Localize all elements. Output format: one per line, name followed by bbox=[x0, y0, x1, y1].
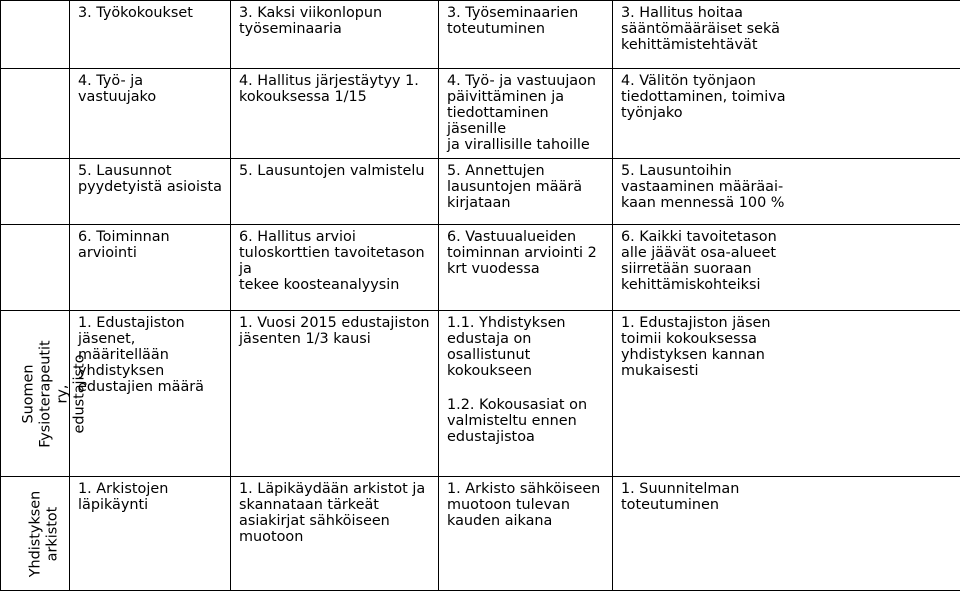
cell-text: 4. Työ- ja vastuujako bbox=[70, 69, 230, 105]
table-cell bbox=[613, 225, 960, 311]
table-row bbox=[1, 1, 960, 69]
cell-text: 1. Läpikäydään arkistot ja skannataan tärkeät asiakirjat sähköiseen muotoon bbox=[231, 477, 438, 545]
cell-text-part: 1.1. Yhdistyksen edustaja on osallistunut kokoukseen bbox=[447, 315, 566, 379]
table-cell bbox=[613, 69, 960, 159]
cell-text: 3. Työkokoukset bbox=[70, 1, 230, 21]
cell-text: 3. Kaksi viikonlopun työseminaaria bbox=[231, 1, 438, 37]
table-row bbox=[1, 311, 960, 477]
side-label: Suomen Fysioterapeutit ry, edustajisto bbox=[21, 340, 89, 447]
table-row bbox=[1, 225, 960, 311]
table-cell bbox=[70, 159, 231, 225]
table-cell bbox=[231, 1, 439, 69]
cell-text: 6. Hallitus arvioi tuloskorttien tavoitetason ja tekee koosteanalyysin bbox=[231, 225, 438, 293]
table-cell bbox=[231, 69, 439, 159]
table-cell bbox=[439, 225, 613, 311]
cell-text: 6. Kaikki tavoitetason alle jäävät osa-alueet siirretään suoraan kehittämiskohteiksi bbox=[613, 225, 960, 293]
table-row bbox=[1, 69, 960, 159]
table-cell bbox=[231, 477, 439, 591]
cell-text: 4. Hallitus järjestäytyy 1. kokouksessa 1/15 bbox=[231, 69, 438, 105]
cell-text: 4. Välitön työnjaon tiedottaminen, toimiva työnjako bbox=[613, 69, 960, 121]
cell-text: 1. Suunnitelman toteutuminen bbox=[613, 477, 960, 513]
table-row bbox=[1, 159, 960, 225]
cell-text: 6. Toiminnan arviointi bbox=[70, 225, 230, 261]
cell-text: 1. Edustajiston jäsen toimii kokouksessa yhdistyksen kannan mukaisesti bbox=[613, 311, 960, 379]
table-cell bbox=[231, 159, 439, 225]
cell-text bbox=[439, 311, 612, 445]
table-cell bbox=[70, 69, 231, 159]
table-cell bbox=[70, 225, 231, 311]
table-cell bbox=[613, 477, 960, 591]
table-cell bbox=[439, 311, 613, 477]
cell-text: 5. Annettujen lausuntojen määrä kirjataan bbox=[439, 159, 612, 211]
cell-text: 5. Lausuntoihin vastaaminen määräai- kaan mennessä 100 % bbox=[613, 159, 960, 211]
cell-text: 4. Työ- ja vastuujaon päivittäminen ja tiedottaminen jäsenille ja virallisille tahoille bbox=[439, 69, 612, 153]
table-cell bbox=[439, 159, 613, 225]
table-cell bbox=[613, 311, 960, 477]
cell-text: 5. Lausunnot pyydetyistä asioista bbox=[70, 159, 230, 195]
side-label-cell bbox=[1, 225, 70, 311]
side-label: Yhdistyksen arkistot bbox=[27, 490, 61, 577]
table-cell bbox=[70, 311, 231, 477]
table-cell bbox=[231, 225, 439, 311]
table-cell bbox=[70, 1, 231, 69]
cell-text: 1. Arkistojen läpikäynti bbox=[70, 477, 230, 513]
cell-text: 3. Työseminaarien toteutuminen bbox=[439, 1, 612, 37]
table-cell bbox=[439, 69, 613, 159]
cell-text: 1. Vuosi 2015 edustajiston jäsenten 1/3 kausi bbox=[231, 311, 438, 347]
table-cell bbox=[613, 159, 960, 225]
cell-text: 1. Edustajiston jäsenet, määritellään yhdistyksen edustajien määrä bbox=[70, 311, 230, 395]
table-cell bbox=[613, 1, 960, 69]
cell-text: 6. Vastuualueiden toiminnan arviointi 2 krt vuodessa bbox=[439, 225, 612, 277]
cell-text: 1. Arkisto sähköiseen muotoon tulevan kauden aikana bbox=[439, 477, 612, 529]
table-cell bbox=[439, 1, 613, 69]
cell-text: 5. Lausuntojen valmistelu bbox=[231, 159, 438, 179]
table-row bbox=[1, 477, 960, 591]
cell-text-part: 1.2. Kokousasiat on valmisteltu ennen edustajistoa bbox=[447, 397, 587, 445]
side-label-cell bbox=[1, 159, 70, 225]
table-cell bbox=[70, 477, 231, 591]
side-label-cell bbox=[1, 1, 70, 69]
side-label-cell bbox=[1, 477, 70, 591]
side-label-cell bbox=[1, 69, 70, 159]
side-label-cell bbox=[1, 311, 70, 477]
table-cell bbox=[439, 477, 613, 591]
table-cell bbox=[231, 311, 439, 477]
cell-text: 3. Hallitus hoitaa sääntömääräiset sekä kehittämistehtävät bbox=[613, 1, 960, 53]
